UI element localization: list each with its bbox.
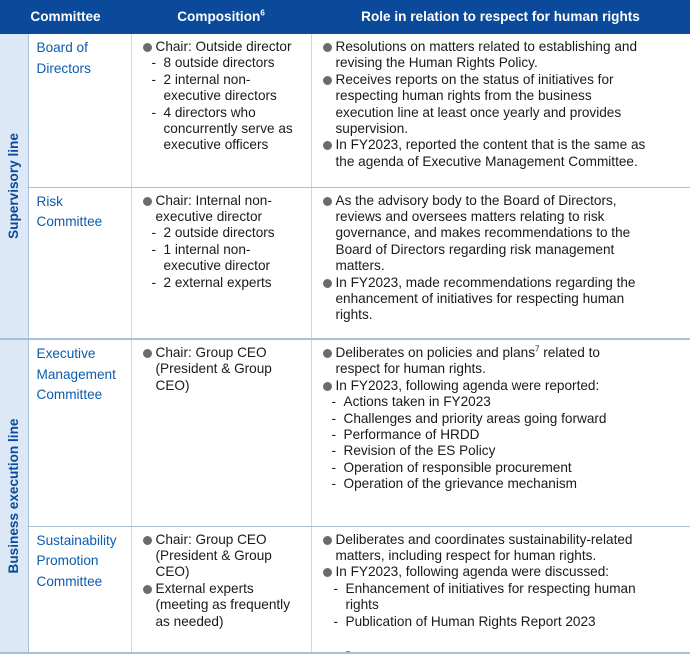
role-item: Deliberates on policies and plans$^7$ related to respect for human rights. [322,345,683,378]
group-supervisory-label: Supervisory line [5,133,21,239]
composition-member: - 2 outside directors [142,225,303,241]
header-composition-note: 6 [260,8,265,18]
group-business-execution-line [0,339,28,653]
committee-name: Sustainability Promotion Committee [28,526,131,653]
divider-mark [346,651,350,652]
composition-member: - 2 internal non- executive directors [142,72,303,105]
header-row [0,0,690,34]
composition-cell [131,339,311,526]
group-business-label: Business execution line [5,418,21,574]
header-role: Role in relation to respect for human rights [311,0,690,34]
composition-cell [131,187,311,339]
role-item: Deliberates and coordinates sustainability-related matters, including respect for human rights. [322,532,683,565]
agenda-item: - Performance of HRDD [322,427,683,443]
composition-cell [131,526,311,653]
role-item: Resolutions on matters related to establishing and revising the Human Rights Policy. [322,39,683,72]
row-board-of-directors [0,34,690,187]
row-sustainability-promotion-committee [0,526,690,653]
composition-member: - 2 external experts [142,275,303,291]
header-composition [131,0,311,34]
agenda-item: - Actions taken in FY2023 [322,394,683,410]
committee-name: Risk Committee [28,187,131,339]
row-executive-management-committee [0,339,690,526]
agenda-item: - Revision of the ES Policy [322,443,683,459]
role-cell [311,34,690,187]
composition-member: - 8 outside directors [142,55,303,71]
role-cell [311,339,690,526]
role-item: As the advisory body to the Board of Directors, reviews and oversees matters relating to risk governance, and makes recommendations to the Board of Directors regarding risk management matters. [322,193,683,275]
header-composition-label: Composition [177,8,261,24]
composition-member: - 1 internal non- executive director [142,242,303,275]
row-risk-committee [0,187,690,339]
composition-cell [131,34,311,187]
agenda-item: - Operation of responsible procurement [322,460,683,476]
group-supervisory-line [0,34,28,339]
composition-chair: Chair: Group CEO (President & Group CEO) [142,345,303,394]
composition-chair: Chair: Outside director [142,39,303,55]
role-cell [311,526,690,653]
committee-name: Executive Management Committee [28,339,131,526]
role-item: Receives reports on the status of initiatives for respecting human rights from the business execution line at least once yearly and provides supervision. [322,72,683,138]
composition-member: - 4 directors who concurrently serve as executive officers [142,105,303,154]
agenda-item: - Challenges and priority areas going forward [322,411,683,427]
header-committee: Committee [0,0,131,34]
agenda-item: - Operation of the grievance mechanism [322,476,683,492]
composition-chair: Chair: Internal non- executive director [142,193,303,226]
role-item: In FY2023, following agenda were reported: [322,378,683,394]
role-note: 7 [535,344,540,354]
role-item: In FY2023, following agenda were discussed: [322,564,683,580]
role-cell [311,187,690,339]
composition-chair: Chair: Group CEO (President & Group CEO) [142,532,303,581]
committee-name: Board of Directors [28,34,131,187]
agenda-item: - Enhancement of initiatives for respecting human rights [322,581,683,614]
composition-extra: External experts (meeting as frequently as needed) [142,581,303,630]
role-item: In FY2023, reported the content that is the same as the agenda of Executive Management Committee. [322,137,683,170]
role-item: In FY2023, made recommendations regarding the enhancement of initiatives for respecting human rights. [322,275,683,324]
agenda-item: - Publication of Human Rights Report 2023 [322,614,683,630]
